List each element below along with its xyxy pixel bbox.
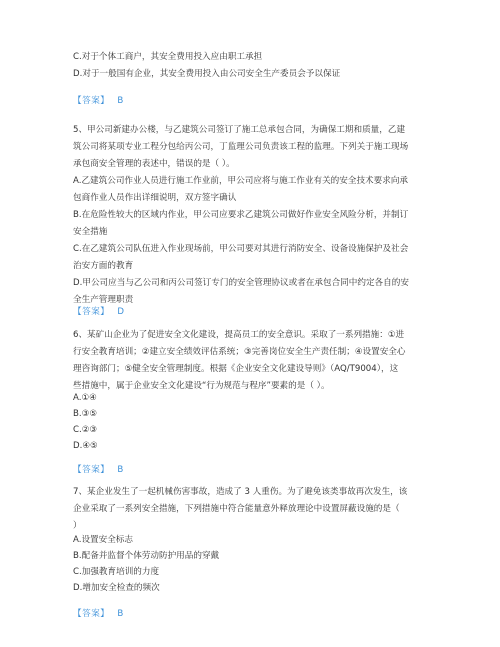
- q5-stem-line: 承包商安全管理的表述中，错误的是（ ）。: [73, 159, 235, 169]
- q6-stem-line: 理咨询部门；⑤健全安全管理制度。根据《企业安全文化建设导则》（AQ/T9004），这: [73, 364, 399, 374]
- q6-option-c: C.②③: [73, 425, 98, 435]
- q7-option-b: B.配备并监督个体劳动防护用品的穿戴: [73, 551, 220, 561]
- q5-option-d: D.甲公司应当与乙公司和丙公司签订专门的安全管理协议或者在承包合同中约定各自的安: [73, 278, 409, 288]
- answer-label: 【答案】: [73, 465, 110, 475]
- q7-option-d: D.增加安全检查的频次: [73, 583, 160, 593]
- q6-stem-line: 些措施中，属于企业安全文化建设“行为规范与程序”要素的是（ ）。: [73, 381, 330, 391]
- q4-option-c: C.对于个体工商户，其安全费用投入应由职工承担: [73, 52, 263, 62]
- q5-option-a-cont: 包商作业人员作出详细说明，双方签字确认: [73, 193, 237, 203]
- q6-option-b: B.③⑤: [73, 409, 98, 419]
- q6-answer: [73, 462, 443, 479]
- q7-stem-line: ）: [73, 521, 82, 531]
- q5-answer: [73, 304, 443, 321]
- answer-value: B: [117, 96, 124, 106]
- q5-stem-line: 5、甲公司新建办公楼，与乙建筑公司签订了施工总承包合同，为确保工期和质量，乙建: [73, 125, 406, 135]
- answer-label: 【答案】: [73, 96, 110, 106]
- q5-option-b-cont: 安全措施: [73, 227, 108, 237]
- q5-option-c-cont: 治安方面的教育: [73, 261, 134, 271]
- q7-stem-line: 企业采取了一系列安全措施，下列措施中符合能量意外释放理论中设置屏蔽设施的是（: [73, 504, 400, 514]
- q4-option-d: D.对于一般国有企业，其安全费用投入由公司安全生产委员会予以保证: [73, 69, 341, 79]
- q7-answer: [73, 606, 443, 623]
- q5-option-a: A.乙建筑公司作业人员进行施工作业前，甲公司应将与施工作业有关的安全技术要求向承: [73, 176, 409, 186]
- q5-stem-line: 筑公司将某项专业工程分包给丙公司，丁监理公司负责该工程的监理。下列关于施工现场: [73, 142, 409, 152]
- answer-value: B: [117, 465, 124, 475]
- q5-option-b: B.在危险性较大的区域内作业，甲公司应要求乙建筑公司做好作业安全风险分析，并制订: [73, 210, 409, 220]
- q4-answer: [73, 93, 443, 110]
- answer-value: D: [117, 307, 125, 317]
- q6-stem-line: 行安全教育培训；②建立安全绩效评估系统；③完善岗位安全生产责任制；④设置安全心: [73, 347, 406, 357]
- q7-option-a: A.设置安全标志: [73, 535, 134, 545]
- q6-stem-line: 6、某矿山企业为了促进安全文化建设，提高员工的安全意识。采取了一系列措施：①进: [73, 330, 405, 340]
- q6-option-d: D.④⑤: [73, 441, 98, 451]
- answer-label: 【答案】: [73, 609, 110, 619]
- q7-option-c: C.加强教育培训的力度: [73, 567, 160, 577]
- q5-option-c: C.在乙建筑公司队伍进入作业现场前，甲公司要对其进行消防安全、设备设施保护及社会: [73, 244, 409, 254]
- q7-stem-line: 7、某企业发生了一起机械伤害事故，造成了 3 人重伤。为了避免该类事故再次发生，该: [73, 487, 408, 497]
- q6-option-a: A.①④: [73, 393, 97, 403]
- q5-option-d-cont: 全生产管理职责: [73, 295, 134, 305]
- answer-value: B: [117, 609, 124, 619]
- answer-label: 【答案】: [73, 307, 110, 317]
